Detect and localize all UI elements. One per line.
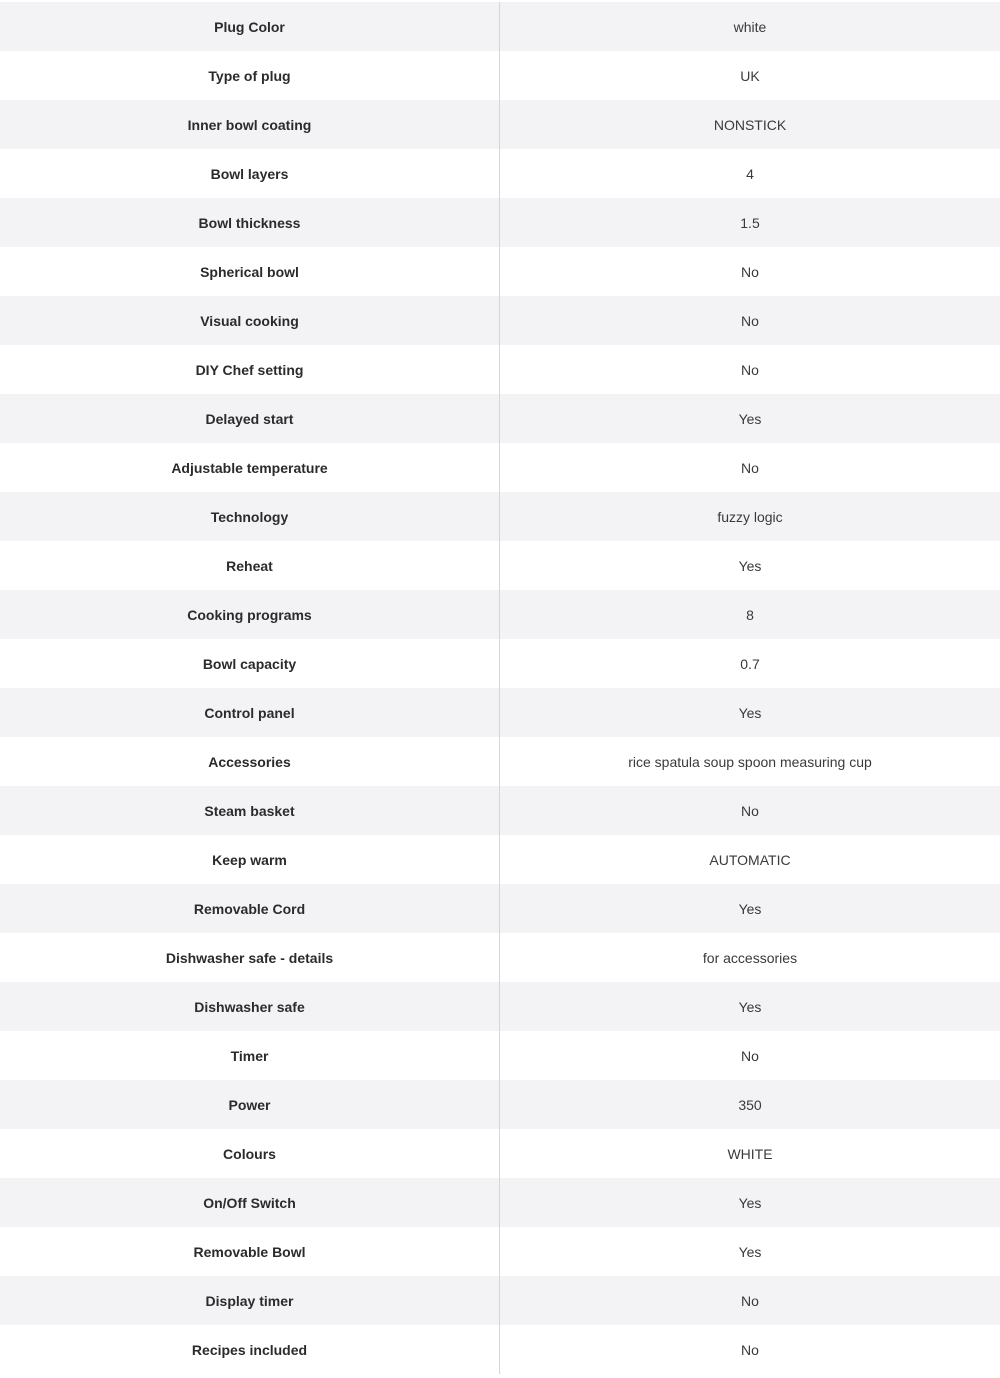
spec-value: No (741, 1292, 759, 1309)
spec-label: Technology (0, 492, 500, 541)
spec-row-bowl-layers (0, 149, 1000, 198)
spec-label: Colours (0, 1129, 500, 1178)
spec-value: 1.5 (740, 214, 760, 231)
spec-label: Removable Cord (0, 884, 500, 933)
spec-value: Yes (738, 900, 762, 917)
spec-value: Yes (738, 557, 762, 574)
spec-label: Steam basket (0, 786, 500, 835)
spec-value: 350 (738, 1096, 762, 1113)
spec-value: Yes (738, 704, 762, 721)
spec-row-inner-bowl-coating (0, 100, 1000, 149)
spec-row-removable-cord (0, 884, 1000, 933)
spec-value: white (733, 18, 767, 35)
spec-label: Dishwasher safe - details (0, 933, 500, 982)
spec-row-diy-chef-setting (0, 345, 1000, 394)
spec-label: Removable Bowl (0, 1227, 500, 1276)
spec-label: Recipes included (0, 1325, 500, 1374)
spec-label: Adjustable temperature (0, 443, 500, 492)
spec-row-plug-color (0, 2, 1000, 51)
spec-row-spherical-bowl (0, 247, 1000, 296)
spec-row-reheat (0, 541, 1000, 590)
spec-label: Bowl capacity (0, 639, 500, 688)
spec-row-accessories (0, 737, 1000, 786)
spec-value: fuzzy logic (717, 508, 783, 525)
spec-label: Accessories (0, 737, 500, 786)
spec-value: No (741, 459, 759, 476)
spec-value: No (741, 802, 759, 819)
spec-row-bowl-thickness (0, 198, 1000, 247)
spec-label: Delayed start (0, 394, 500, 443)
spec-label: Cooking programs (0, 590, 500, 639)
spec-label: Reheat (0, 541, 500, 590)
spec-value: Yes (738, 410, 762, 427)
spec-row-recipes-included (0, 1325, 1000, 1374)
spec-value: Yes (738, 1243, 762, 1260)
spec-label: On/Off Switch (0, 1178, 500, 1227)
spec-value: No (741, 263, 759, 280)
spec-label: Display timer (0, 1276, 500, 1325)
spec-value: 4 (746, 165, 754, 182)
spec-label: Type of plug (0, 51, 500, 100)
spec-row-delayed-start (0, 394, 1000, 443)
spec-row-type-of-plug (0, 51, 1000, 100)
spec-label: Dishwasher safe (0, 982, 500, 1031)
spec-row-dishwasher-safe (0, 982, 1000, 1031)
spec-label: Bowl thickness (0, 198, 500, 247)
spec-value: Yes (738, 1194, 762, 1211)
spec-label: Power (0, 1080, 500, 1129)
spec-label: Plug Color (0, 2, 500, 51)
spec-value: No (741, 1341, 759, 1358)
spec-label: Timer (0, 1031, 500, 1080)
spec-label: Bowl layers (0, 149, 500, 198)
spec-value: rice spatula soup spoon measuring cup (628, 753, 872, 770)
spec-row-keep-warm (0, 835, 1000, 884)
spec-value: NONSTICK (713, 116, 787, 133)
spec-label: Keep warm (0, 835, 500, 884)
spec-row-dishwasher-safe-details (0, 933, 1000, 982)
spec-label: DIY Chef setting (0, 345, 500, 394)
spec-label: Control panel (0, 688, 500, 737)
spec-value: 8 (746, 606, 754, 623)
spec-row-display-timer (0, 1276, 1000, 1325)
spec-row-technology (0, 492, 1000, 541)
spec-row-steam-basket (0, 786, 1000, 835)
spec-row-adjustable-temperature (0, 443, 1000, 492)
spec-row-cooking-programs (0, 590, 1000, 639)
spec-value: AUTOMATIC (709, 851, 791, 868)
spec-value: 0.7 (740, 655, 760, 672)
spec-row-bowl-capacity (0, 639, 1000, 688)
spec-row-timer (0, 1031, 1000, 1080)
spec-row-visual-cooking (0, 296, 1000, 345)
spec-value: WHITE (727, 1145, 773, 1162)
spec-row-removable-bowl (0, 1227, 1000, 1276)
spec-row-on-off-switch (0, 1178, 1000, 1227)
spec-value: No (741, 1047, 759, 1064)
spec-label: Inner bowl coating (0, 100, 500, 149)
spec-value: No (741, 361, 759, 378)
spec-row-control-panel (0, 688, 1000, 737)
spec-row-colours (0, 1129, 1000, 1178)
spec-row-power (0, 1080, 1000, 1129)
spec-label: Visual cooking (0, 296, 500, 345)
spec-value: UK (740, 67, 760, 84)
spec-value: for accessories (702, 949, 798, 966)
spec-label: Spherical bowl (0, 247, 500, 296)
spec-value: Yes (738, 998, 762, 1015)
spec-value: No (741, 312, 759, 329)
